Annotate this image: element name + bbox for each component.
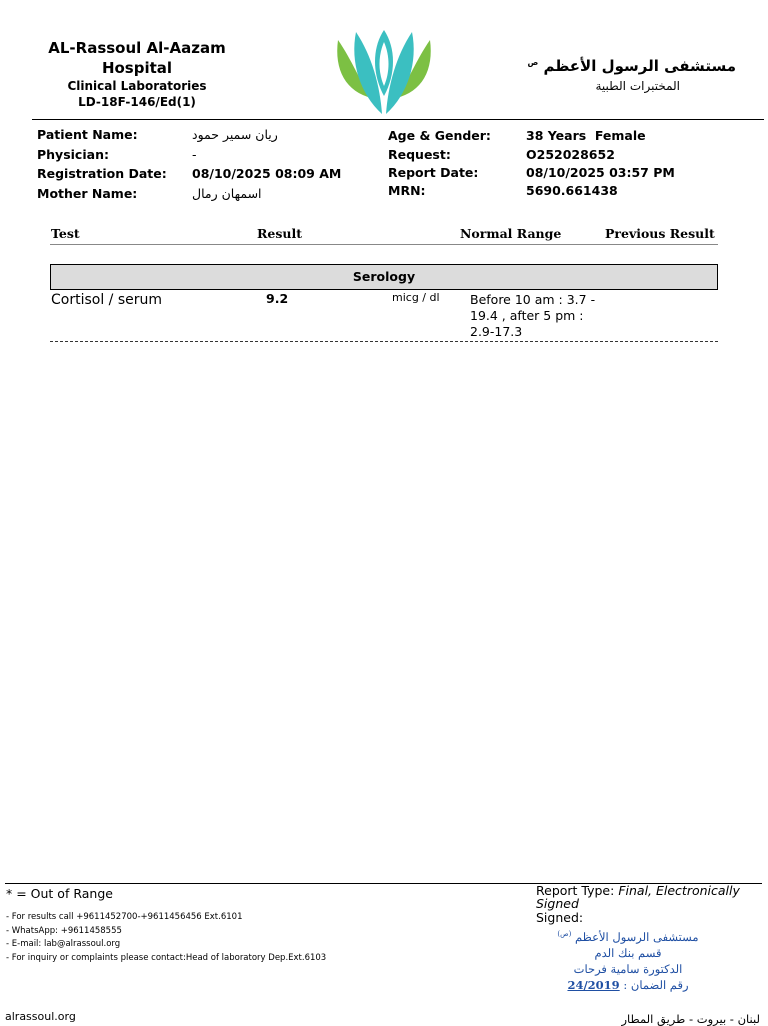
mrn-label: MRN: [388,183,426,198]
stamp-line-4: رقم الضمان : 24/2019 [567,977,689,992]
signed-label: Signed: [536,910,584,925]
report-type-value: Final, Electronically Signed [536,883,740,911]
contact-info [6,911,326,965]
mother-name-label: Mother Name: [37,186,138,201]
out-of-range-note: * = Out of Range [6,886,113,901]
contact-line: - For inquiry or complaints please contact:Head of laboratory Dep.Ext.6103 [6,952,327,963]
department-name-ar: المختبرات الطبية [595,79,680,93]
stamp-line-2: قسم بنك الدم [594,945,662,960]
hospital-name-line1: AL-Rassoul Al-Aazam [48,39,226,57]
table-row-normal-range: Before 10 am : 3.7 - 19.4 , after 5 pm : 2.9-17.3 [470,292,596,339]
stamp-line-1: مستشفى الرسول الأعظم $^{(ص)}$ [557,929,699,944]
physician-label: Physician: [37,147,109,162]
patient-name-value: ريان سمير حمود [192,127,278,142]
registration-date-value: 08/10/2025 08:09 AM [192,166,342,181]
contact-line: - For results call +9611452700-+9611456456 Ext.6101 [6,912,243,922]
request-label: Request: [388,147,451,162]
address-ar: لبنان - بيروت - طريق المطار [621,1012,760,1026]
physician-value: - [192,147,197,162]
row-divider [50,341,718,342]
registration-date-label: Registration Date: [37,166,167,181]
column-header-test: Test [51,226,80,241]
signature-stamp [540,926,716,993]
report-type-label: Report Type: [536,883,615,898]
column-header-previous-result: Previous Result [605,226,715,241]
column-header-normal-range: Normal Range [460,226,562,241]
mother-name-value: اسمهان رمال [192,186,262,201]
request-value: O252028652 [526,147,615,162]
table-row-unit: micg / dl [392,291,440,304]
report-date-value: 08/10/2025 03:57 PM [526,165,675,180]
patient-name-label: Patient Name: [37,127,138,142]
contact-line: - E-mail: lab@alrassoul.org [6,939,121,949]
table-row-result: 9.2 [266,291,289,306]
column-header-result: Result [257,226,302,241]
table-header-divider [50,244,718,245]
section-header-serology: Serology [50,264,718,290]
website-link[interactable]: alrassoul.org [5,1010,76,1023]
age-gender-value: 38 Years Female [526,128,646,143]
hospital-name-ar: مستشفى الرسول الأعظم $^ص$ [527,57,736,75]
document-code: LD-18F-146/Ed(1) [78,95,196,109]
hospital-header-en [22,38,252,110]
table-row-test-name: Cortisol / serum [51,292,163,308]
report-date-label: Report Date: [388,165,479,180]
report-type [536,884,756,910]
hospital-logo-icon [332,26,436,118]
hospital-name-line2: Hospital [101,59,173,77]
stamp-line-3: الدكتورة سامية فرحات [573,961,683,976]
age-gender-label: Age & Gender: [388,128,491,143]
department-name: Clinical Laboratories [67,79,207,93]
contact-line: - WhatsApp: +9611458555 [6,925,122,936]
mrn-value: 5690.661438 [526,183,618,198]
header-divider [32,119,764,120]
hospital-header-ar [470,52,736,95]
